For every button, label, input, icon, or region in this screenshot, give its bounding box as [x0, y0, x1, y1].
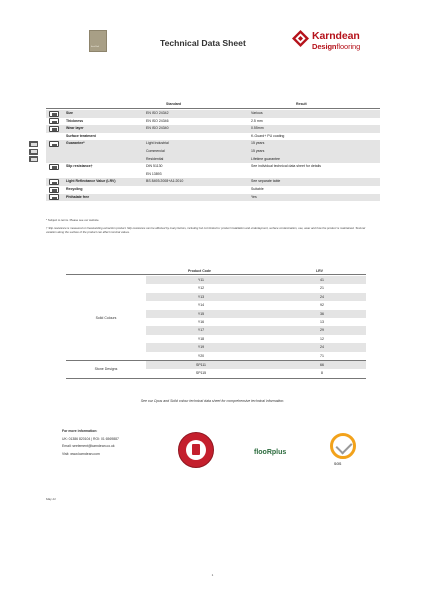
spec-label: Thickness [66, 118, 84, 123]
spec-result: See separate table [251, 179, 281, 184]
footnote-slip: † Slip resistance is measured on freestanding extraction product. Slip resistance can be affected by many factors, including but not limited to: product installation and underlayment, surface contamination, use, wear and how the product is maintained. Textural variation along the surface of the product can affect nominal values. [46, 226, 366, 234]
lrv-group-label: Solid Colours [95, 315, 117, 320]
spec-result: 15 years [251, 141, 265, 146]
karndean-diamond-icon [292, 30, 309, 47]
lrv-row [146, 343, 366, 351]
spec-row [46, 156, 380, 164]
spec-standard: EN ISO 24340 [146, 126, 169, 131]
spec-row [46, 133, 380, 141]
brand-name: Karndean [312, 30, 360, 42]
page-title: Technical Data Sheet [160, 38, 246, 48]
lrv-row [146, 318, 366, 326]
certification-seal [178, 432, 214, 468]
spec-result: Various [251, 111, 263, 115]
spec-row [46, 194, 380, 202]
lrv-row [146, 276, 366, 284]
lrv-row [146, 310, 366, 318]
brand-tagline [312, 42, 360, 51]
product-code: Y17 [197, 328, 205, 333]
lrv-value: 21 [320, 286, 324, 291]
product-code: Y16 [197, 320, 205, 324]
lrv-value: 71 [320, 353, 324, 358]
spec-table [46, 100, 380, 199]
brand-tagline-flooring: flooring [336, 42, 361, 51]
lrv-row [146, 369, 366, 377]
guarantee-level-icon [29, 149, 38, 155]
wear-layer-icon [49, 126, 59, 132]
product-code: Y12 [197, 286, 205, 291]
lrv-value: 12 [320, 336, 324, 341]
guarantee-level-icon [29, 141, 38, 147]
lrv-row [146, 293, 366, 301]
spec-row [46, 186, 380, 194]
lrv-value: 24 [320, 345, 324, 350]
spec-standard: Commercial [146, 149, 165, 153]
spec-result: 2.5 mm [251, 118, 263, 123]
phthalate-free-icon [49, 194, 59, 200]
lrv-value: 8 [321, 371, 323, 376]
spec-row [46, 140, 380, 148]
spec-standard: EN ISO 24342 [146, 111, 169, 115]
contact-email[interactable]: Email: seelement@karndean.co.uk [62, 444, 115, 448]
contact-website[interactable]: Visit: www.karndean.com [62, 451, 100, 456]
guarantee-level-icon [29, 156, 38, 162]
spec-result: K-Guard+ PU coating [251, 133, 285, 138]
spec-label: Recycling [66, 187, 83, 191]
spec-row [46, 110, 380, 118]
footnote-guarantee: * Subject to terms. Please see our website. [46, 218, 100, 222]
lrv-group-divider [66, 378, 366, 379]
sgs-logo-icon [330, 433, 356, 459]
spec-label: Light Reflectance Value (LRV) [66, 179, 116, 184]
lrv-value: 24 [320, 294, 324, 299]
product-code: Y15 [197, 311, 205, 316]
lrv-column-header: LRV [316, 269, 323, 273]
lrv-row [146, 284, 366, 292]
guarantee-icon [49, 141, 59, 147]
spec-row [46, 171, 380, 179]
spec-label: Wear layer [66, 126, 84, 131]
lrv-group-label: Stone Designs [94, 366, 118, 371]
spec-row [46, 125, 380, 133]
spec-result: See individual technical data sheet for details [251, 164, 322, 169]
spec-label: Slip resistance† [66, 164, 93, 169]
product-code: Y18 [197, 336, 205, 341]
thickness-icon [49, 118, 59, 124]
lrv-row [146, 352, 366, 360]
lrv-table-header [66, 265, 366, 275]
spec-row [46, 148, 380, 156]
spec-label: Phthalate free [66, 194, 90, 199]
lrv-value: 29 [320, 328, 324, 333]
lrv-row [146, 301, 366, 309]
spec-standard: EN 13893 [146, 171, 162, 176]
product-code: Y20 [197, 353, 205, 358]
floorscore-logo [254, 441, 287, 456]
size-icon [49, 111, 59, 117]
lrv-row [146, 361, 366, 369]
spec-standard: Light Industrial [146, 141, 169, 146]
swatch-caption: Hurst Shaft [91, 47, 99, 49]
lrv-table [66, 265, 366, 376]
product-code-column-header: Product Code [188, 269, 211, 273]
spec-row [46, 163, 380, 171]
slip-resistance-icon [49, 164, 59, 170]
spec-label: Surface treatment [66, 133, 96, 138]
spec-result: Suitable [251, 187, 264, 191]
lrv-value: 36 [320, 311, 324, 316]
lrv-icon [49, 179, 59, 185]
spec-row [46, 178, 380, 186]
product-code: Y14 [197, 303, 205, 308]
spec-standard: Residential [146, 156, 164, 161]
lrv-value: 92 [320, 303, 324, 308]
product-code: Y19 [197, 345, 205, 350]
product-code: Y13 [197, 294, 205, 299]
spec-label: Size [66, 111, 74, 115]
lrv-value: 41 [320, 278, 324, 282]
karndean-logo [292, 29, 372, 53]
see-also-note: See our Opus and Solid colour technical data sheet for comprehensive technical information. [140, 399, 285, 403]
spec-result: 0.55mm [251, 126, 264, 131]
spec-result: 15 years [251, 149, 265, 153]
issue-date: May 21 [46, 497, 56, 501]
spec-table-header [46, 100, 380, 109]
spec-row [46, 118, 380, 126]
standard-column-header: Standard [166, 102, 182, 106]
spec-result: Yes [251, 194, 257, 199]
lrv-row [146, 326, 366, 334]
contact-block [62, 428, 119, 458]
spec-label: Guarantee* [66, 141, 85, 146]
product-code: Y11 [198, 278, 204, 282]
product-code: SP111 [196, 363, 206, 367]
brand-tagline-design: Design [312, 42, 337, 51]
spec-standard: EN ISO 24346 [146, 118, 169, 123]
product-swatch [89, 30, 107, 52]
spec-standard: DIN 51130 [146, 164, 163, 169]
product-code: SP115 [195, 371, 207, 376]
recycling-icon [49, 187, 59, 193]
result-column-header: Result [296, 102, 307, 106]
spec-result: Lifetime guarantee [251, 156, 280, 161]
contact-phone: UK: 01386 820104 | ROI: 01 6569887 [62, 436, 119, 441]
contact-heading: For more information: [62, 429, 98, 433]
sgs-label: SGS [334, 462, 342, 466]
lrv-row [146, 335, 366, 343]
floorscore-text: flooRplus [254, 449, 287, 456]
spec-standard: BS 8493:2008+A1:2010 [146, 179, 184, 184]
lrv-value: 66 [320, 363, 324, 367]
page-number: 1 [211, 573, 214, 577]
lrv-value: 13 [320, 320, 324, 324]
